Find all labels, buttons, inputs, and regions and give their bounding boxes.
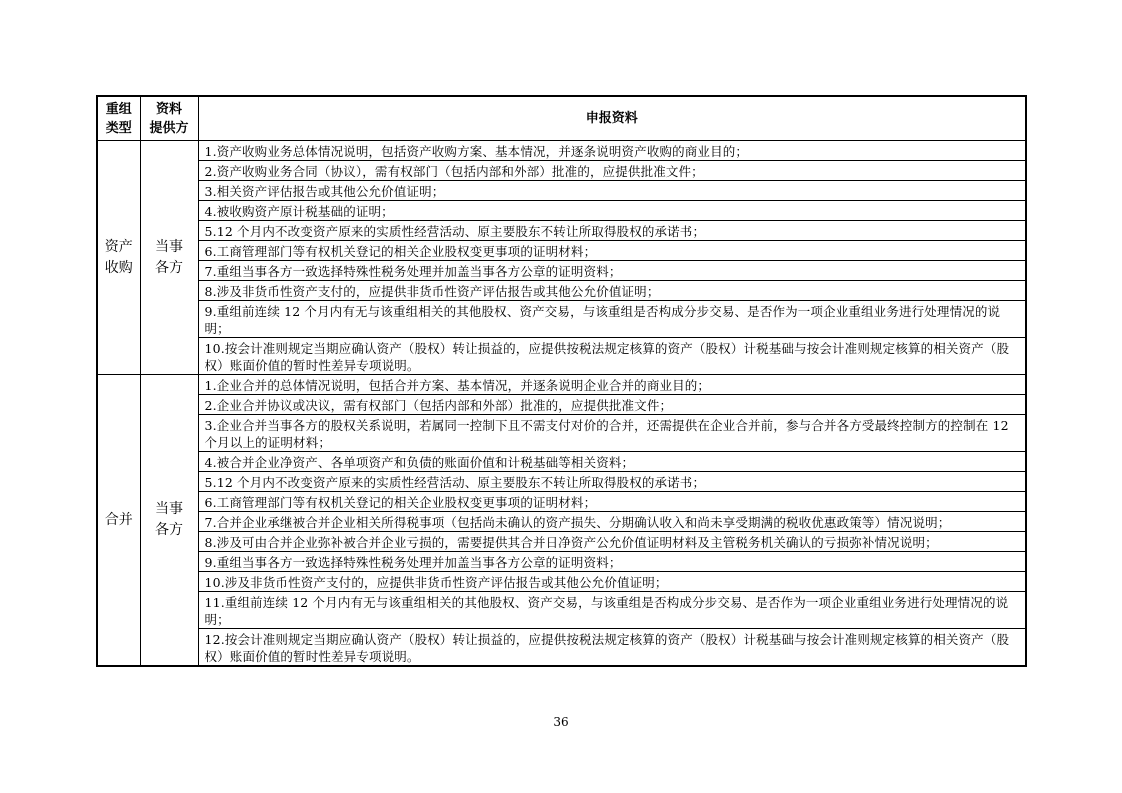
material-item: 11.重组前连续 12 个月内有无与该重组相关的其他股权、资产交易，与该重组是否构成分步交易、是否作为一项企业重组业务进行处理情况的说明； xyxy=(198,592,1026,629)
header-material-provider xyxy=(140,96,198,141)
group-provider-asset-acquisition xyxy=(140,141,198,375)
material-item: 10.涉及非货币性资产支付的，应提供非货币性资产评估报告或其他公允价值证明； xyxy=(198,572,1026,592)
group-type-line-2: 收购 xyxy=(104,259,133,276)
header-materials: 申报资料 xyxy=(198,96,1026,141)
material-item: 4.被收购资产原计税基础的证明； xyxy=(198,201,1026,221)
material-item: 12.按会计准则规定当期应确认资产（股权）转让损益的，应提供按税法规定核算的资产（股权）计税基础与按会计准则规定核算的相关资产（股权）账面价值的暂时性差异专项说明。 xyxy=(198,629,1026,667)
material-item: 5.12 个月内不改变资产原来的实质性经营活动、原主要股东不转让所取得股权的承诺书； xyxy=(198,221,1026,241)
table-row xyxy=(97,281,1026,301)
table-row xyxy=(97,221,1026,241)
header-provider-line-1: 资料 xyxy=(155,101,182,117)
header-restructure-type xyxy=(97,96,140,141)
table-row xyxy=(97,629,1026,667)
table-row xyxy=(97,415,1026,452)
group-type-line-1: 合并 xyxy=(104,511,133,528)
material-item: 3.企业合并当事各方的股权关系说明，若属同一控制下且不需支付对价的合并，还需提供在企业合并前，参与合并各方受最终控制方的控制在 12 个月以上的证明材料； xyxy=(198,415,1026,452)
material-item: 5.12 个月内不改变资产原来的实质性经营活动、原主要股东不转让所取得股权的承诺书； xyxy=(198,472,1026,492)
material-item: 2.企业合并协议或决议，需有权部门（包括内部和外部）批准的，应提供批准文件； xyxy=(198,395,1026,415)
group-provider-line-2: 各方 xyxy=(155,522,183,538)
material-item: 2.资产收购业务合同（协议），需有权部门（包括内部和外部）批准的，应提供批准文件； xyxy=(198,161,1026,181)
table-row xyxy=(97,338,1026,375)
table-row xyxy=(97,592,1026,629)
table-header-row xyxy=(97,96,1026,141)
material-item: 8.涉及可由合并企业弥补被合并企业亏损的，需要提供其合并日净资产公允价值证明材料及主管税务机关确认的亏损弥补情况说明； xyxy=(198,532,1026,552)
table-row xyxy=(97,301,1026,338)
table-row xyxy=(97,532,1026,552)
header-provider-line-2: 提供方 xyxy=(149,120,189,136)
material-item: 6.工商管理部门等有权机关登记的相关企业股权变更事项的证明材料； xyxy=(198,492,1026,512)
table-row xyxy=(97,492,1026,512)
group-type-asset-acquisition xyxy=(97,141,140,375)
material-item: 9.重组前连续 12 个月内有无与该重组相关的其他股权、资产交易，与该重组是否构成分步交易、是否作为一项企业重组业务进行处理情况的说明； xyxy=(198,301,1026,338)
material-item: 1.企业合并的总体情况说明，包括合并方案、基本情况，并逐条说明企业合并的商业目的； xyxy=(198,375,1026,395)
table-row xyxy=(97,241,1026,261)
material-item: 9.重组当事各方一致选择特殊性税务处理并加盖当事各方公章的证明资料； xyxy=(198,552,1026,572)
header-type-line-1: 重组 xyxy=(105,101,132,117)
material-item: 3.相关资产评估报告或其他公允价值证明； xyxy=(198,181,1026,201)
table-row xyxy=(97,161,1026,181)
table-row xyxy=(97,452,1026,472)
group-provider-merger xyxy=(140,375,198,667)
material-item: 7.重组当事各方一致选择特殊性税务处理并加盖当事各方公章的证明资料； xyxy=(198,261,1026,281)
material-item: 6.工商管理部门等有权机关登记的相关企业股权变更事项的证明材料； xyxy=(198,241,1026,261)
table-row xyxy=(97,472,1026,492)
table-row xyxy=(97,395,1026,415)
material-item: 7.合并企业承继被合并企业相关所得税事项（包括尚未确认的资产损失、分期确认收入和尚未享受期满的税收优惠政策等）情况说明； xyxy=(198,512,1026,532)
table-row xyxy=(97,552,1026,572)
table-row xyxy=(97,261,1026,281)
group-type-merger xyxy=(97,375,140,667)
group-type-line-1: 资产 xyxy=(104,238,133,255)
table-row xyxy=(97,572,1026,592)
table-row xyxy=(97,512,1026,532)
group-provider-line-1: 当事 xyxy=(155,238,183,255)
material-item: 4.被合并企业净资产、各单项资产和负债的账面价值和计税基础等相关资料； xyxy=(198,452,1026,472)
material-item: 8.涉及非货币性资产支付的，应提供非货币性资产评估报告或其他公允价值证明； xyxy=(198,281,1026,301)
table-row xyxy=(97,181,1026,201)
page-number: 36 xyxy=(553,715,569,729)
table-row xyxy=(97,375,1026,395)
declaration-materials-table xyxy=(96,95,1027,667)
table-row xyxy=(97,201,1026,221)
group-provider-line-1: 当事 xyxy=(155,501,183,517)
table-row xyxy=(97,141,1026,161)
material-item: 1.资产收购业务总体情况说明，包括资产收购方案、基本情况，并逐条说明资产收购的商业目的； xyxy=(198,141,1026,161)
material-item: 10.按会计准则规定当期应确认资产（股权）转让损益的，应提供按税法规定核算的资产（股权）计税基础与按会计准则规定核算的相关资产（股权）账面价值的暂时性差异专项说明。 xyxy=(198,338,1026,375)
group-provider-line-2: 各方 xyxy=(155,259,183,276)
header-type-line-2: 类型 xyxy=(105,120,132,136)
